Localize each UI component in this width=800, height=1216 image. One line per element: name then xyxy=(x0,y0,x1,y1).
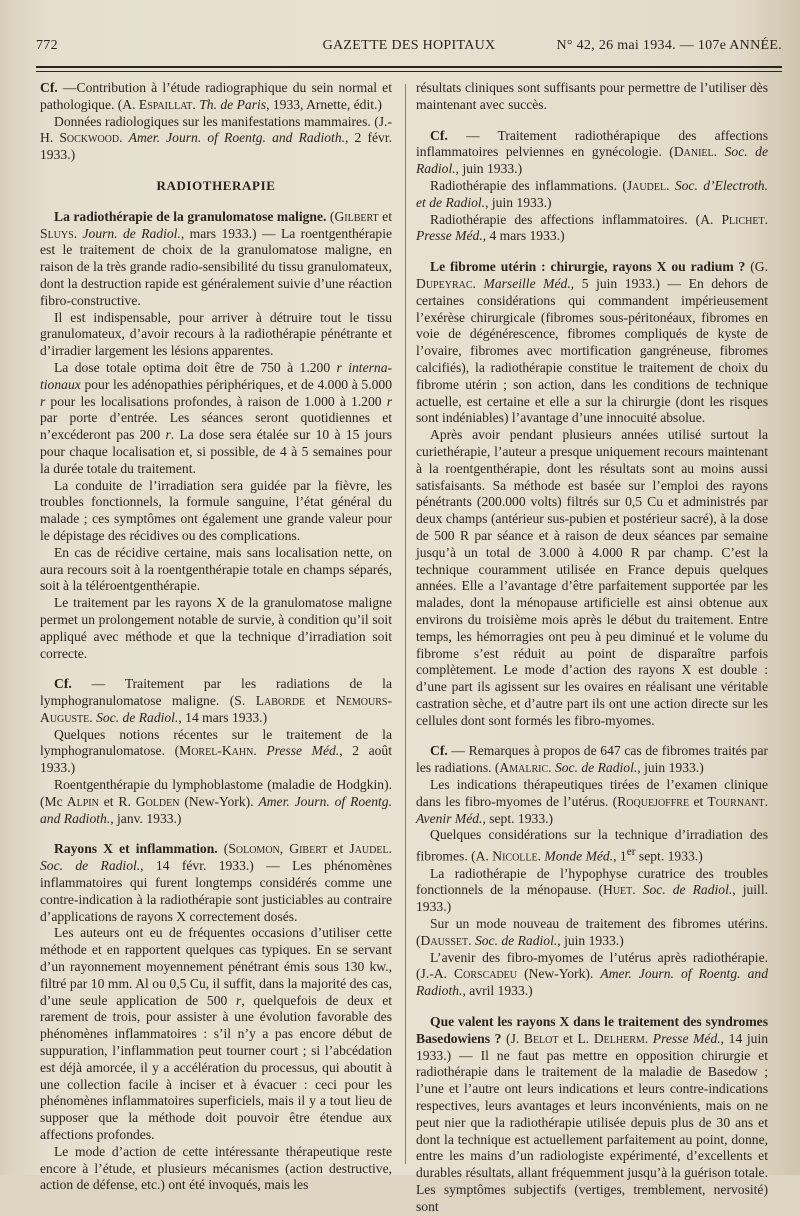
article-paragraph: Radiothérapie des inflammations. (Jaudel. Soc. d’Electroth. et de Radiol., juin 1933.) xyxy=(416,177,768,210)
article-paragraph: Après avoir pendant plusieurs années utilisé surtout la curiethérapie, l’auteur a presque uniquement recours maintenant à la roentgenthérapie, dont les résultats sont au moins aussi satisfaisants. Sa méthode est basée sur l’emploi des rayons pénétrants (200.000 volts) filtrés sur 0,5 Cu et administrés par deux champs (antérieur sus-pubien et postérieur sacré), à la dose de 500 R par séance et à raison de deux séances par semaine jusqu’à un total de 3.000 à 4.000 R par champ. C’est la technique couramment utilisée en France depuis quelques années. Elle a l’avantage d’être parfaitement supportée par les malades, dont la ménopause artificielle est ainsi obtenue aux environs du troisième mois après le début du traitement. Entre temps, les hémorragies ont peu à peu diminué et le volume du fibrome s’est réduit au point de disparaître parfois complètement. Le mode d’action des rayons X est double : d’une part ils agissent sur les ovaires en réalisant une véritable castration sèche, et d’autre part ils ont une action directe sur les cellules dont sont formés les fibro-myomes. xyxy=(416,427,768,728)
article-paragraph: En cas de récidive certaine, mais sans localisation nette, on aura recours soit à la roentgenthérapie totale en champs séparés, soit à la téléroentgenthérapie. xyxy=(40,544,392,594)
article-paragraph: Que valent les rayons X dans le traitement des syndromes Basedowiens ? (J. Belot et L. Delherm. Presse Méd., 14 juin 1933.) — Il ne faut pas mettre en opposition chirurgie et radiothérapie dans le traitement de la maladie de Basedow ; l’une et l’autre ont leurs indications et leurs contre-indications respectives, leurs avantages et leurs inconvénients, mais on ne peut nier que la radiothérapie utilisée depuis plus de 30 ans et dont la technique est actuellement parfaitement au point, donne, entre les mains d’un radiologiste expérimenté, d’excellents et durables résultats, allant fréquemment jusqu’à la guérison totale. Les symptômes subjectifs (vertiges, tremblement, nervosité) sont xyxy=(416,1013,769,1214)
paragraph-gap xyxy=(416,114,768,128)
article-paragraph: Les indications thérapeutiques tirées de l’examen clinique dans les fibro-myomes de l’utérus. (Roquejoffre et Tournant. Avenir Méd., sept. 1933.) xyxy=(416,777,768,826)
article-paragraph: Il est indispensable, pour arriver à détruire tout le tissu granulomateux, d’avoir recours à la radiothérapie pénétrante et d’irradier largement les lésions apparentes. xyxy=(40,309,392,359)
paragraph-gap xyxy=(416,1000,768,1014)
article-paragraph: Les auteurs ont eu de fréquentes occasions d’utiliser cette méthode et en rapportent quelques cas typiques. En se servant d’un rayonnement moyennement pénétrant émis sous 130 kw., filtré par 10 mm. Al ou 0,5 Cu, il suffit, dans la majorité des cas, d’une seule application de 500 r, quelquefois de deux et rarement de trois, pour assister à une évolution favorable des phénomènes inflammatoires : s’il n’y a pas encore début de suppuration, l’inflammation peut tourner court ; si l’abcédation est déjà amorcée, il y a accélération du processus, qui aboutit à une collection facile à inciser et à évacuer : ceci pour les phénomènes inflammatoires superficiels, mais il y a tout lieu de supposer que la méthode doit pouvoir être étendue aux affections profondes. xyxy=(40,925,392,1143)
article-paragraph: La radiothérapie de l’hypophyse curatrice des troubles fonctionnels de la ménopause. (Huet. Soc. de Radiol., juill. 1933.) xyxy=(416,865,768,915)
header-rule xyxy=(36,66,782,68)
issue-info: N° 42, 26 mai 1934. — 107e ANNÉE. xyxy=(556,38,782,53)
left-column xyxy=(40,80,392,1194)
article-paragraph: Le fibrome utérin : chirurgie, rayons X ou radium ? (G. Dupeyrac. Marseille Méd., 5 juin 1933.) — En dehors de certaines considérations qui commandent impérieusement l’exérèse chirurgicale (fibromes sous-péritonéaux, fibromes en voie de dégénérescence, fibromes compliqués de kyste de l’ovaire, fibromes avec mortification gangréneuse, fibromes calcifiés), la radiothérapie constitue le traitement de choix du fibrome utérin ; son action, dans les conditions de technique actuelle, est certaine et elle a sur la chirurgie (dont les risques sont indéniables) l’avantage d’une innocuité absolue. xyxy=(416,259,768,426)
publication-title: GAZETTE DES HOPITAUX xyxy=(322,38,496,53)
article-paragraph: Cf. — Remarques à propos de 647 cas de fibromes traités par les radiations. (Amalric. Soc. de Radiol., juin 1933.) xyxy=(416,743,768,776)
article-paragraph: Roentgenthérapie du lymphoblastome (maladie de Hodgkin). (Mc Alpin et R. Golden (New-York). Amer. Journ. of Roentg. and Radioth., janv. 1933.) xyxy=(40,777,392,826)
article-paragraph: Radiothérapie des affections inflammatoires. (A. Plichet. Presse Méd., 4 mars 1933.) xyxy=(416,211,768,244)
section-heading: RADIOTHERAPIE xyxy=(156,177,276,193)
article-paragraph: Le traitement par les rayons X de la granulomatose maligne permet un prolongement notable de survie, à condition qu’il soit appliqué avec méthode et que la technique d’irradiation soit correcte. xyxy=(40,595,392,661)
article-paragraph: Cf. — Traitement par les radiations de la lymphogranulomatose maligne. (S. Laborde et Nemours-Auguste. Soc. de Radiol., 14 mars 1933.) xyxy=(40,676,392,725)
article-paragraph: La conduite de l’irradiation sera guidée par la fièvre, les troubles fonctionnels, la formule sanguine, l’état général du malade ; ces symptômes ont également une grande valeur pour le dépistage des récidives ou des complications. xyxy=(40,477,392,543)
paragraph-gap xyxy=(40,827,392,841)
article-paragraph: Données radiologiques sur les manifestations mammaires. (J.-H. Sockwood. Amer. Journ. of Roentg. and Radioth., 2 févr. 1933.) xyxy=(40,113,393,163)
page-number: 772 xyxy=(36,38,58,53)
right-column xyxy=(416,80,768,1216)
header-rule-thin xyxy=(36,71,782,72)
article-paragraph: La dose totale optima doit être de 750 à 1.200 r interna-tionaux pour les adénopathies périphériques, et de 4.000 à 5.000 r pour les localisations profondes, à raison de 1.000 à 1.200 r par porte d’entrée. Les séances seront quotidiennes et n’excéderont pas 200 r. La dose sera étalée sur 10 à 15 jours pour chaque localisation et, si possible, de 4 à 5 semaines pour la durée totale du traitement. xyxy=(40,359,393,476)
article-paragraph: résultats cliniques sont suffisants pour permettre de l’utiliser dès maintenant avec succès. xyxy=(416,80,768,112)
column-divider xyxy=(405,84,406,1164)
paragraph-gap xyxy=(416,245,768,259)
article-paragraph: Cf. —Contribution à l’étude radiographique du sein normal et pathologique. (A. Espaillat. Th. de Paris, 1933, Arnette, édit.) xyxy=(40,80,392,112)
paragraph-gap xyxy=(40,662,392,676)
paragraph-gap xyxy=(416,729,768,743)
page-header xyxy=(36,38,782,62)
article-paragraph: Cf. — Traitement radiothérapique des affections inflammatoires pelviennes en gynécologie. (Daniel. Soc. de Radiol., juin 1933.) xyxy=(416,127,768,177)
article-paragraph: Quelques considérations sur la technique d’irradiation des fibromes. (A. Nicolle. Monde Méd., 1er sept. 1933.) xyxy=(416,827,768,864)
article-paragraph: La radiothérapie de la granulomatose maligne. (Gilbert et Sluys. Journ. de Radiol., mars 1933.) — La roentgenthérapie est le traitement de choix de la granulomatose maligne, en raison de la très grande radio-sensibilité du tissu granulomateux, dont la destruction rapide est généralement suivie d’une réaction fibro-constructive. xyxy=(40,208,393,308)
article-paragraph: Rayons X et inflammation. (Solomon, Gibert et Jaudel. Soc. de Radiol., 14 févr. 1933.) — Les phénomènes inflammatoires qui furent longtemps considérés comme une contre-indication à la radiothérapie sont justiciables au contraire d’applications de rayons X correctement dosés. xyxy=(40,841,392,924)
article-paragraph: Le mode d’action de cette intéressante thérapeutique reste encore à l’étude, et plusieurs mécanismes (action destructive, action de défense, etc.) ont été invoqués, mais les xyxy=(40,1143,392,1193)
article-paragraph: Sur un mode nouveau de traitement des fibromes utérins. (Dausset. Soc. de Radiol., juin 1933.) xyxy=(416,915,768,948)
article-paragraph: Quelques notions récentes sur le traitement de la lymphogranulomatose. (Morel-Kahn. Presse Méd., 2 août 1933.) xyxy=(40,726,392,776)
article-paragraph: L’avenir des fibro-myomes de l’utérus après radiothérapie. (J.-A. Corscadeu (New-York). Amer. Journ. of Roentg. and Radioth., avril 1933.) xyxy=(416,949,768,999)
